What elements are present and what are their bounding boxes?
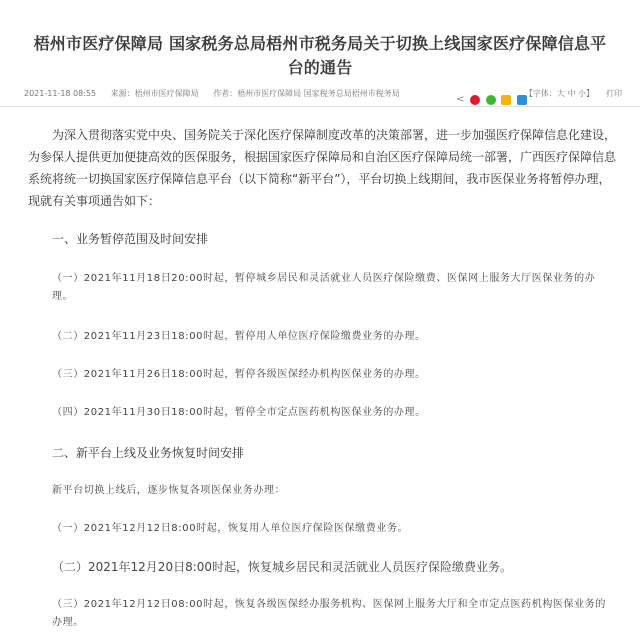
author-name: 梧州市医疗保障局 国家税务总局梧州市税务局 [237, 89, 400, 98]
list-item: （二）2021年12月20日8:00时起，恢复城乡居民和灵活就业人员医疗保险缴费业务。 [52, 560, 513, 574]
share-bar [456, 88, 530, 105]
list-item: （三）2021年11月26日18:00时起，暂停各级医保经办机构医保业务的办理。 [52, 369, 426, 380]
wechat-icon[interactable] [486, 95, 496, 105]
source-name: 梧州市医疗保障局 [134, 89, 199, 98]
qzone-icon[interactable] [501, 95, 511, 105]
section-heading-1: 一、业务暂停范围及时间安排 [52, 232, 209, 246]
publish-date: 2021-11-18 08:55 [24, 89, 97, 98]
font-size-control[interactable]: 【字体：大 中 小】 [524, 89, 594, 98]
list-item: （四）2021年11月30日18:00时起，暂停全市定点医药机构医保业务的办理。 [52, 407, 426, 418]
weibo-icon[interactable] [470, 95, 480, 105]
list-item: （二）2021年11月23日18:00时起，暂停用人单位医疗保险缴费业务的办理。 [52, 331, 426, 342]
share-icon[interactable]: < [456, 93, 465, 105]
source-label: 来源： [110, 89, 135, 98]
list-item: （三）2021年12月12日08:00时起，恢复各级医保经办服务机构、医保网上服务大厅和全市定点医药机构医保业务的办理。 [52, 599, 606, 628]
article-meta-bar [0, 82, 640, 107]
print-link[interactable]: 打印 [606, 89, 622, 98]
section-lead: 新平台切换上线后，逐步恢复各项医保业务办理： [52, 485, 286, 496]
author-label: 作者： [213, 89, 238, 98]
article-title: 梧州市医疗保障局 国家税务总局梧州市税务局关于切换上线国家医疗保障信息平台的通告 [33, 34, 607, 77]
section-heading-2: 二、新平台上线及业务恢复时间安排 [52, 446, 245, 460]
article-body [28, 124, 617, 628]
list-item: （一）2021年12月12日8:00时起，恢复用人单位医疗保险医保缴费业务。 [52, 523, 409, 534]
list-item: （一）2021年11月18日20:00时起，暂停城乡居民和灵活就业人员医疗保险缴费、医保网上服务大厅医保业务的办理。 [52, 273, 596, 302]
intro-paragraph: 为深入贯彻落实党中央、国务院关于深化医疗保障制度改革的决策部署，进一步加强医疗保障信息化建设，为参保人提供更加便捷高效的医保服务，根据国家医疗保障局和自治区医疗保障局统一部署，广西医疗保障信息系统将统一切换国家医疗保障信息平台（以下简称“新平台”），平台切换上线期间，我市医保业务将暂停办理，现就有关事项通告如下： [28, 128, 617, 208]
